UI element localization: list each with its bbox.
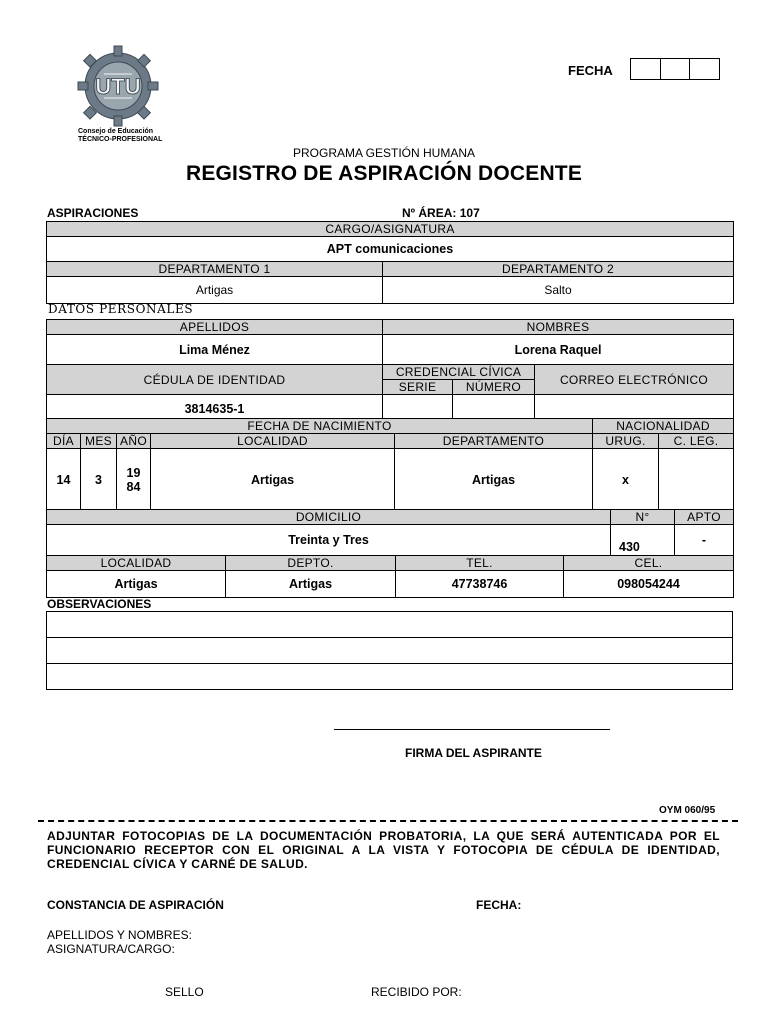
logo-caption-line-1: Consejo de Educación [78, 128, 154, 135]
sello-label: SELLO [165, 985, 204, 999]
cleg-label: C. LEG. [659, 434, 734, 449]
fecha-nacimiento-label: FECHA DE NACIMIENTO [47, 419, 593, 434]
departamento-1-value[interactable]: Artigas [47, 277, 383, 304]
observaciones-line[interactable] [47, 638, 733, 664]
logo-caption-line-2: TÉCNICO-PROFESIONAL [78, 136, 163, 143]
numero-puerta-label: N° [611, 510, 675, 525]
recibido-label: RECIBIDO POR: [371, 985, 462, 999]
fecha-boxes[interactable] [630, 58, 720, 80]
depto-label: DEPTO. [226, 556, 396, 571]
asignatura-cargo-label: ASIGNATURA/CARGO: [47, 942, 175, 956]
firma-label: FIRMA DEL ASPIRANTE [405, 746, 542, 760]
apellidos-label: APELLIDOS [47, 320, 383, 335]
anio-value-line-1: 19 [126, 465, 141, 480]
instructions-text: ADJUNTAR FOTOCOPIAS DE LA DOCUMENTACIÓN PROBATORIA, LA QUE SERÁ AUTENTICADA POR EL FUNCIONARIO RECEPTOR CON EL ORIGINAL A LA VISTA Y FOTOCOPIA DE CÉDULA DE IDENTIDAD, CREDENCIAL CÍVICA Y CARNÉ DE SALUD. [47, 829, 720, 871]
tel-label: TEL. [396, 556, 564, 571]
cel-label: CEL. [564, 556, 734, 571]
departamento-1-label: DEPARTAMENTO 1 [47, 262, 383, 277]
departamento-2-value[interactable]: Salto [383, 277, 734, 304]
logo-caption [78, 128, 162, 144]
apto-value[interactable]: - [675, 525, 734, 556]
numero-label: NÚMERO [453, 380, 535, 395]
localidad-value[interactable]: Artigas [151, 449, 395, 511]
localidad-2-label: LOCALIDAD [47, 556, 226, 571]
cedula-label: CÉDULA DE IDENTIDAD [47, 365, 383, 395]
mes-value[interactable]: 3 [81, 449, 117, 511]
constancia-fecha-label: FECHA: [476, 898, 522, 912]
nacimiento-table [46, 418, 734, 511]
fecha-box-year[interactable] [690, 59, 719, 79]
mes-label: MES [81, 434, 117, 449]
nacionalidad-label: NACIONALIDAD [593, 419, 734, 434]
cel-value[interactable]: 098054244 [564, 571, 734, 598]
domicilio-value[interactable]: Treinta y Tres [47, 525, 611, 556]
numero-puerta-value[interactable]: 430 [611, 525, 675, 556]
dia-value[interactable]: 14 [47, 449, 81, 511]
cleg-value[interactable] [659, 449, 734, 511]
contacto-table [46, 555, 734, 598]
departamento-2-label: DEPARTAMENTO 2 [383, 262, 734, 277]
credencial-label: CREDENCIAL CÍVICA [383, 365, 535, 380]
observaciones-line[interactable] [47, 664, 733, 690]
depto-value[interactable]: Artigas [226, 571, 396, 598]
fecha-label: FECHA [568, 63, 613, 78]
anio-value-line-2: 84 [126, 479, 141, 494]
localidad-label: LOCALIDAD [151, 434, 395, 449]
program-name: PROGRAMA GESTIÓN HUMANA [292, 146, 476, 160]
correo-label: CORREO ELECTRÓNICO [535, 365, 734, 395]
cargo-label: CARGO/ASIGNATURA [47, 222, 734, 237]
domicilio-label: DOMICILIO [47, 510, 611, 525]
nombres-label: NOMBRES [383, 320, 734, 335]
urug-label: URUG. [593, 434, 659, 449]
area-number: Nº ÁREA: 107 [402, 206, 480, 220]
personal-table [46, 319, 734, 421]
serie-label: SERIE [383, 380, 453, 395]
serie-value[interactable] [383, 395, 453, 421]
observaciones-line[interactable] [47, 612, 733, 638]
observaciones-label: OBSERVACIONES [47, 597, 152, 611]
svg-text:UTU: UTU [95, 74, 141, 99]
apellidos-nombres-label: APELLIDOS Y NOMBRES: [47, 928, 192, 942]
nombres-value[interactable]: Lorena Raquel [383, 335, 734, 365]
localidad-2-value[interactable]: Artigas [47, 571, 226, 598]
constancia-label: CONSTANCIA DE ASPIRACIÓN [47, 898, 224, 912]
departamento-value[interactable]: Artigas [395, 449, 593, 511]
apto-label: APTO [675, 510, 734, 525]
urug-value[interactable]: x [593, 449, 659, 511]
apellidos-value[interactable]: Lima Ménez [47, 335, 383, 365]
form-code: OYM 060/95 [659, 805, 716, 816]
cedula-value[interactable]: 3814635-1 [47, 395, 383, 421]
fecha-box-day[interactable] [631, 59, 661, 79]
correo-value[interactable] [535, 395, 734, 421]
numero-value[interactable] [453, 395, 535, 421]
cargo-value[interactable]: APT comunicaciones [47, 237, 734, 262]
observaciones-table [46, 611, 733, 690]
anio-label: AÑO [117, 434, 151, 449]
tel-value[interactable]: 47738746 [396, 571, 564, 598]
page-title: REGISTRO DE ASPIRACIÓN DOCENTE [185, 162, 583, 185]
cargo-table [46, 221, 734, 304]
domicilio-table [46, 509, 734, 556]
anio-value[interactable] [117, 449, 151, 511]
aspiraciones-label: ASPIRACIONES [47, 206, 139, 220]
signature-line[interactable] [334, 729, 610, 730]
departamento-label: DEPARTAMENTO [395, 434, 593, 449]
datos-personales-heading: DATOS PERSONALES [48, 302, 194, 316]
dia-label: DÍA [47, 434, 81, 449]
fecha-box-month[interactable] [661, 59, 691, 79]
cut-line [38, 820, 738, 822]
